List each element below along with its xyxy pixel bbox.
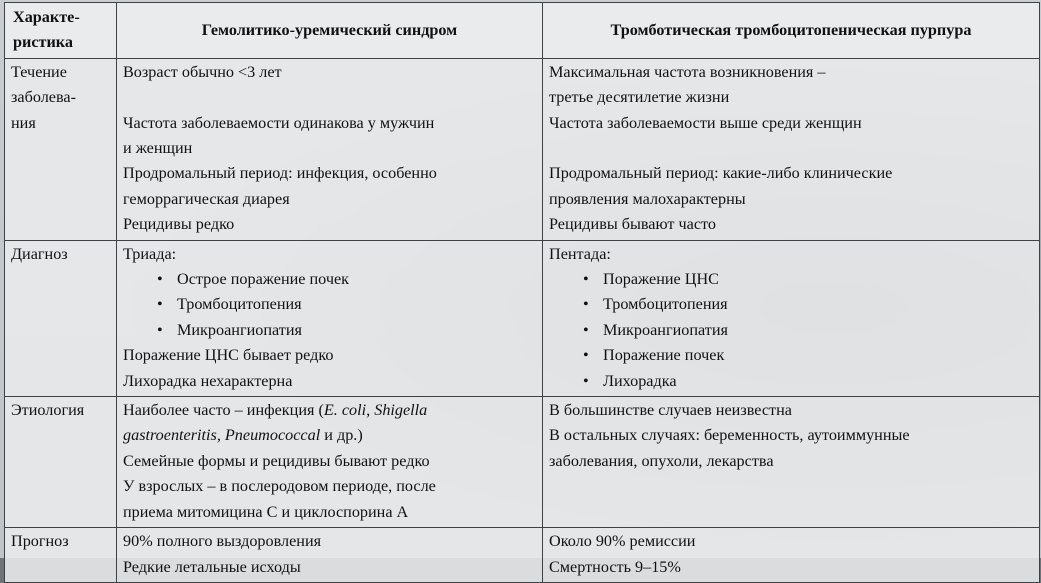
list-item: • Лихорадка — [581, 369, 1033, 394]
course-ttp-peak-cont: третье десятилетие жизни — [549, 88, 730, 107]
etiology-hus-pathogens-2: gastroenteritis, Pneumococcal — [123, 426, 321, 445]
list-item: • Тромбоцитопения — [155, 292, 536, 317]
course-hus — [117, 58, 543, 240]
etiology-hus-etc: и др.) — [320, 426, 363, 445]
prognosis-hus-recovery: 90% полного выздоровления — [123, 532, 322, 551]
prognosis-hus — [117, 528, 543, 583]
etiology-hus-infection-text: Наиболее часто – инфекция ( — [123, 401, 324, 420]
diagnosis-hus-intro: Триада: — [123, 244, 177, 263]
header-characteristic-line2: ристика — [13, 33, 73, 52]
list-item: • Тромбоцитопения — [581, 292, 1033, 317]
header-row — [5, 3, 1040, 59]
etiology-hus — [117, 397, 543, 528]
header-characteristic — [5, 3, 117, 59]
etiology-ttp-unknown: В большинстве случаев неизвестна — [549, 401, 792, 420]
row-diagnosis — [5, 240, 1040, 396]
list-item: • Острое поражение почек — [155, 267, 536, 292]
diagnosis-ttp-list — [549, 267, 1033, 394]
course-hus-incidence-cont: и женщин — [123, 139, 193, 158]
course-hus-age: Возраст обычно <3 лет — [123, 62, 282, 81]
etiology-ttp-other: В остальных случаях: беременность, аутоиммунные — [549, 426, 910, 445]
label-prognosis: Прогноз — [5, 528, 117, 583]
course-ttp-relapse: Рецидивы бывают часто — [549, 215, 716, 234]
etiology-hus-adults-cont: приема митомицина С и циклоспорина А — [123, 502, 409, 521]
diagnosis-hus-fever: Лихорадка нехарактерна — [123, 371, 293, 390]
course-ttp-incidence: Частота заболеваемости выше среди женщин — [549, 113, 862, 132]
course-ttp — [543, 58, 1040, 240]
comparison-table — [4, 2, 1040, 583]
etiology-ttp — [543, 397, 1040, 528]
diagnosis-hus-cns: Поражение ЦНС бывает редко — [123, 346, 334, 365]
etiology-hus-line2 — [123, 423, 536, 448]
label-etiology: Этиология — [5, 397, 117, 528]
prognosis-ttp-remission: Около 90% ремиссии — [549, 532, 696, 551]
label-course-line3: ния — [11, 113, 36, 132]
label-course-line2: заболева- — [11, 88, 76, 107]
list-item: • Поражение ЦНС — [581, 267, 1033, 292]
label-course-line1: Течение — [11, 62, 67, 81]
list-item: • Поражение почек — [581, 343, 1033, 368]
etiology-hus-pathogens-1: E. coli, Shigella — [323, 401, 428, 420]
list-item: • Микроангиопатия — [155, 318, 536, 343]
course-hus-incidence: Частота заболеваемости одинакова у мужчин — [123, 113, 435, 132]
header-characteristic-line1: Характе- — [13, 8, 80, 26]
prognosis-hus-lethal: Редкие летальные исходы — [123, 557, 301, 576]
etiology-hus-familial: Семейные формы и рецидивы бывают редко — [123, 451, 430, 470]
diagnosis-hus-list — [123, 267, 536, 343]
course-ttp-prodrome: Продромальный период: какие-либо клинические — [549, 164, 893, 183]
course-hus-prodrome-cont: геморрагическая диарея — [123, 189, 290, 208]
row-course — [5, 58, 1040, 240]
course-hus-prodrome: Продромальный период: инфекция, особенно — [123, 164, 437, 183]
etiology-hus-line1 — [123, 398, 536, 423]
etiology-hus-adults: У взрослых – в послеродовом периоде, после — [123, 477, 436, 496]
list-item: • Микроангиопатия — [581, 318, 1033, 343]
course-ttp-peak: Максимальная частота возникновения – — [549, 62, 826, 81]
etiology-ttp-other-cont: заболевания, опухоли, лекарства — [549, 451, 774, 470]
diagnosis-hus — [117, 240, 543, 396]
course-ttp-prodrome-cont: проявления малохарактерны — [549, 189, 746, 208]
row-prognosis — [5, 528, 1040, 583]
prognosis-ttp-mortality: Смертность 9–15% — [549, 557, 681, 576]
prognosis-ttp — [543, 528, 1040, 583]
course-hus-relapse: Рецидивы редко — [123, 215, 235, 234]
label-course — [5, 58, 117, 240]
label-diagnosis: Диагноз — [5, 240, 117, 396]
header-ttp: Тромботическая тромбоцитопеническая пурпура — [543, 3, 1040, 59]
diagnosis-ttp — [543, 240, 1040, 396]
diagnosis-ttp-intro: Пентада: — [549, 244, 611, 263]
row-etiology — [5, 397, 1040, 528]
header-hus: Гемолитико-уремический синдром — [117, 3, 543, 59]
